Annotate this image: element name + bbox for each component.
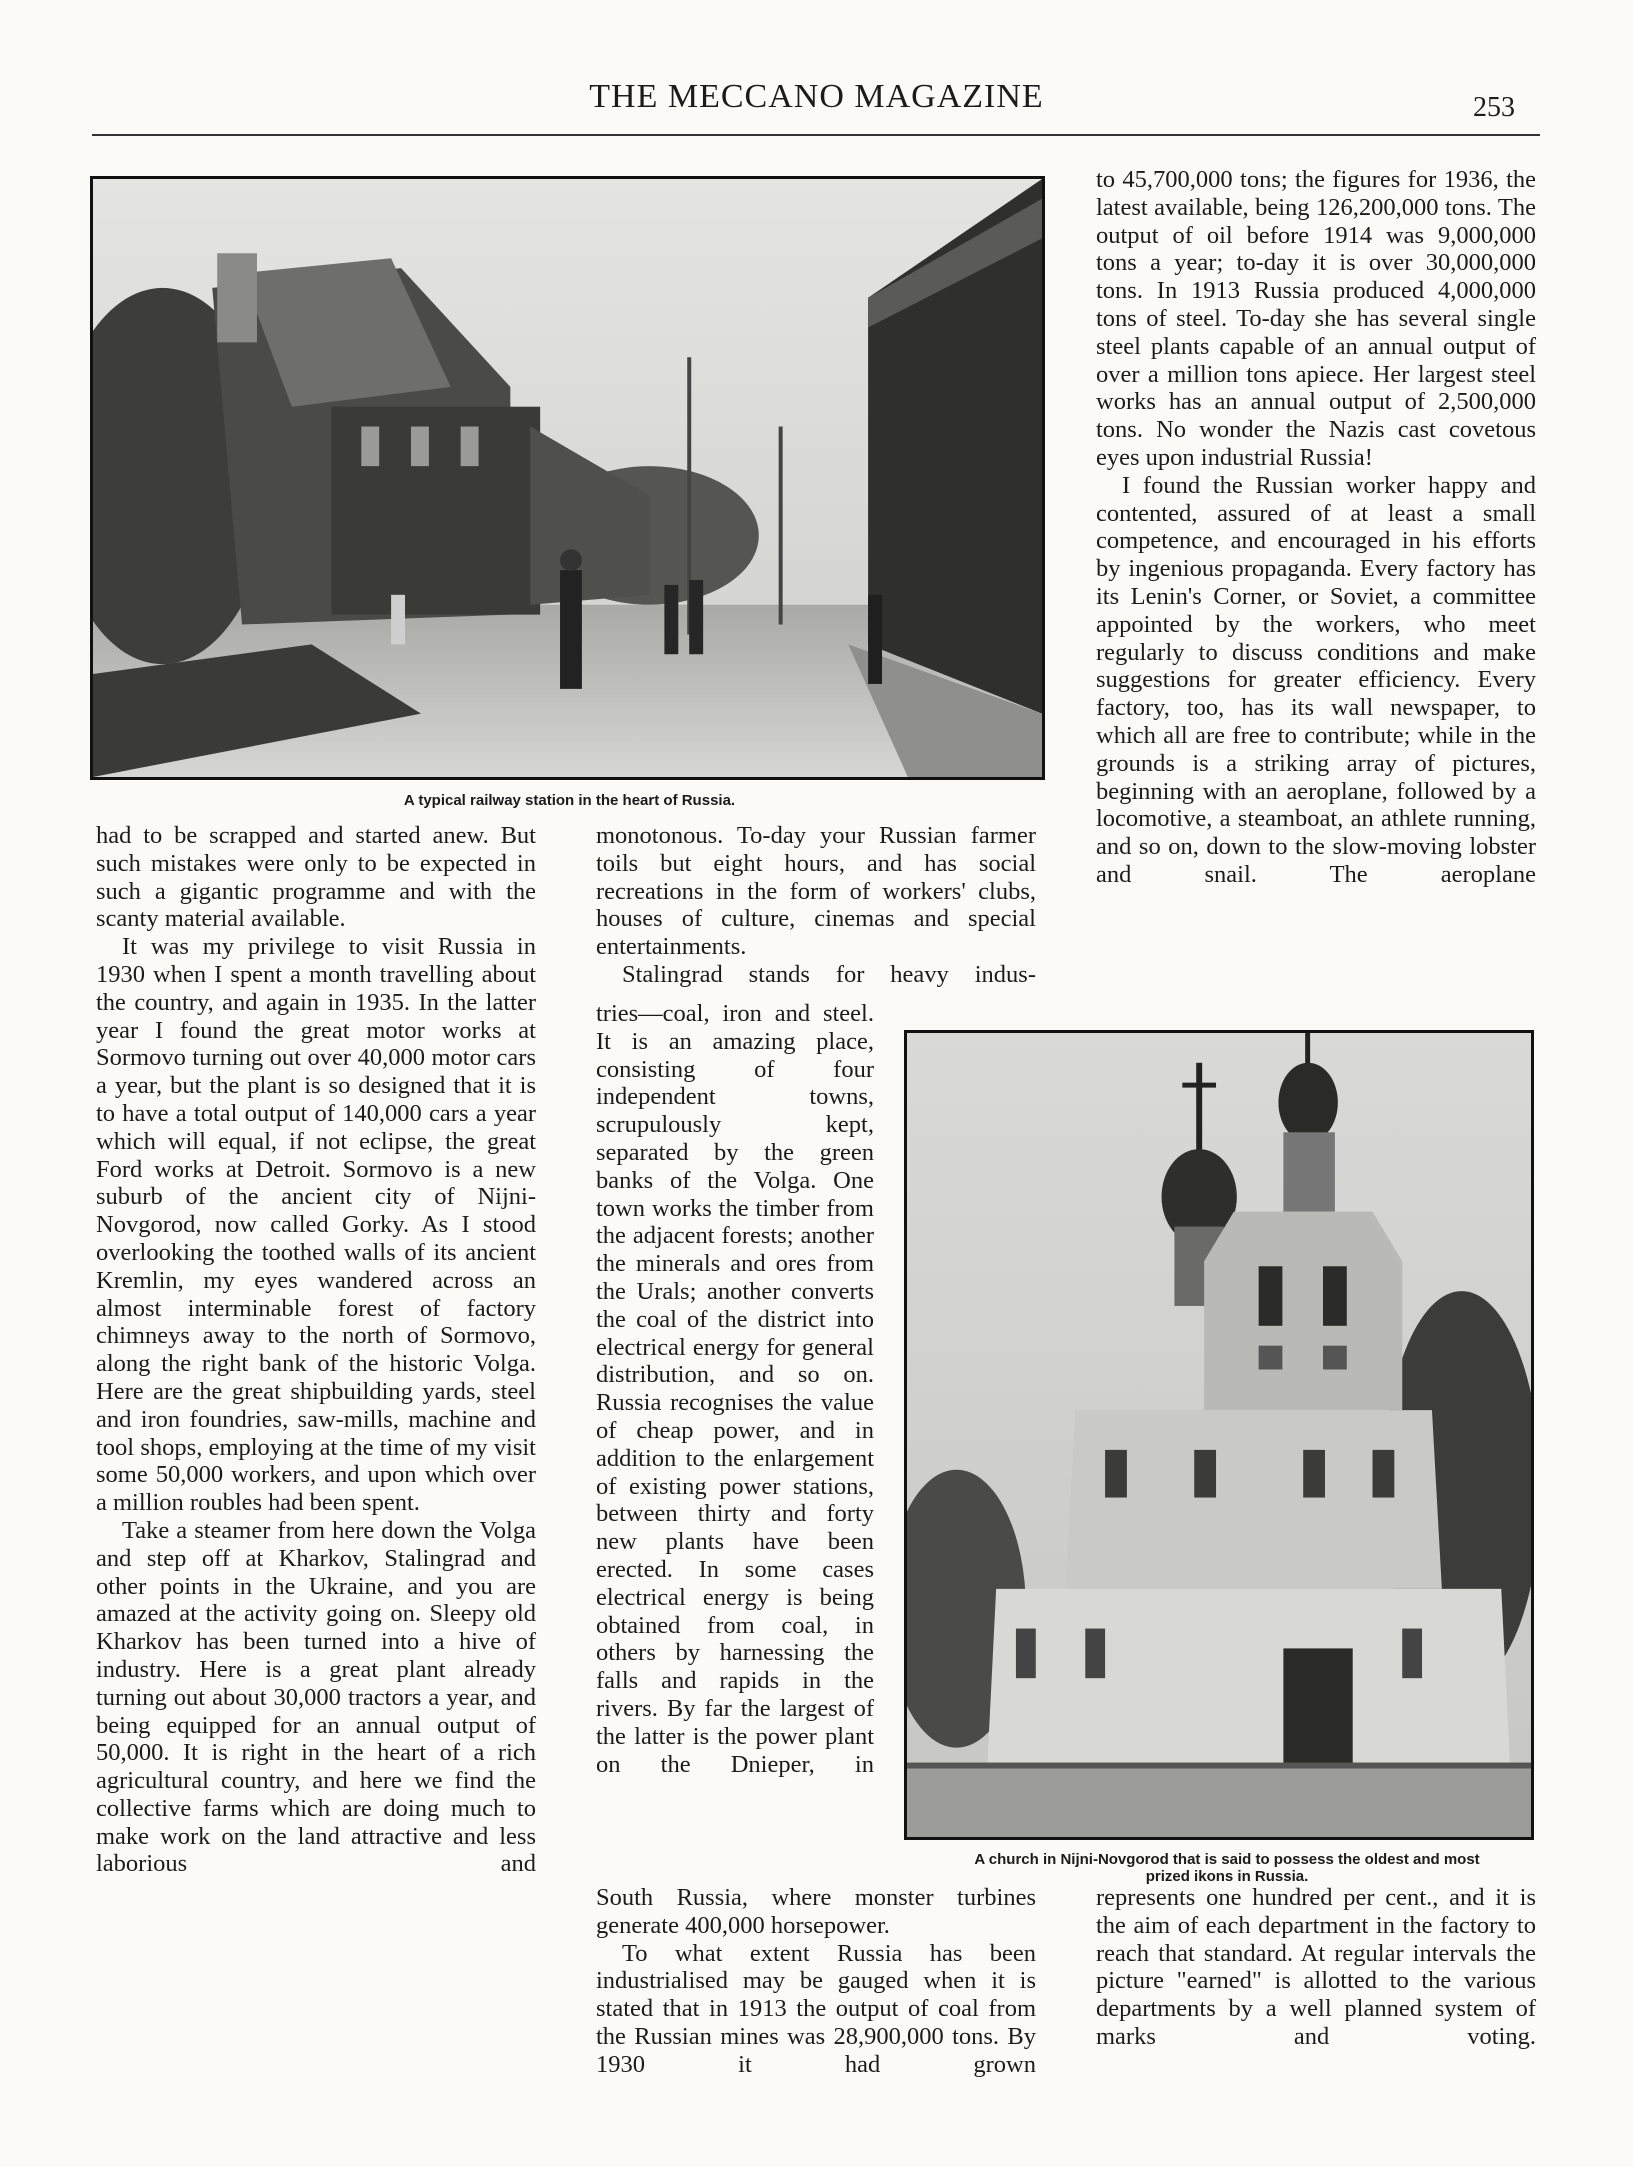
column-3-bottom bbox=[1096, 1884, 1536, 2051]
column-2-top bbox=[596, 822, 1036, 989]
col2-paragraph-1: monotonous. To-day your Russian farmer toils but eight hours, and has social recreations in the form of workers' clubs, houses of culture, cinemas and special entertainments. bbox=[596, 822, 1036, 961]
church-photo bbox=[904, 1030, 1534, 1840]
church-caption bbox=[904, 1851, 1550, 1885]
magazine-title: THE MECCANO MAGAZINE bbox=[589, 78, 1044, 115]
col2-paragraph-2-lead: Stalingrad stands for heavy indus- bbox=[622, 960, 1036, 988]
col3-paragraph-1: to 45,700,000 tons; the figures for 1936, the latest available, being 126,200,000 tons. The output of oil before 1914 was 9,000,000 tons a year; to-day it is over 30,000,000 tons. In 1913 Russia produced 4,000,000 tons of steel. To-day she has several single steel plants capable of an annual output of over a million tons apiece. Her largest steel works has an annual output of 2,500,000 tons. No wonder the Nazis cast covetous eyes upon industrial Russia! bbox=[1096, 166, 1536, 471]
church-caption-line-2: prized ikons in Russia. bbox=[1145, 1868, 1309, 1885]
column-2-bottom bbox=[596, 1884, 1036, 2079]
col3-paragraph-2-continued: represents one hundred per cent., and it is the aim of each department in the factory to reach that standard. At regular intervals the picture "earned" is allotted to the various departments by a well planned system of marks and voting. bbox=[1096, 1884, 1536, 2050]
column-2-narrow bbox=[596, 1000, 874, 1778]
col1-paragraph-3: Take a steamer from here down the Volga and step off at Kharkov, Stalingrad and other points in the Ukraine, and you are amazed at the activity going on. Sleepy old Kharkov has been turned into a hive of industry. Here is a great plant already turning out about 30,000 tractors a year, and being equipped for an annual output of 50,000. It is right in the heart of a rich agricultural country, and here we find the collective farms which are doing much to make work on the land attractive and less laborious and bbox=[96, 1516, 536, 1878]
station-caption: A typical railway station in the heart of Russia. bbox=[403, 792, 736, 809]
column-3-top bbox=[1096, 166, 1536, 889]
col2-paragraph-2-body: tries—coal, iron and steel. It is an amazing place, consisting of four independent towns, scrupulously kept, separated by the green banks of the Volga. One town works the timber from the adjacent forests; another the minerals and ores from the Urals; another converts the coal of the district into electrical energy for general distribution, and so on. Russia recognises the value of cheap power, and in addition to the enlargement of existing power stations, between thirty and forty new plants have been erected. In some cases electrical energy is being obtained from coal, in others by harnessing the falls and rapids in the rivers. By far the largest of the latter is the power plant on the Dnieper, in bbox=[596, 1000, 874, 1778]
column-1 bbox=[96, 822, 536, 1878]
col2-paragraph-3: To what extent Russia has been industrialised may be gauged when it is stated that in 1913 the output of coal from the Russian mines was 28,900,000 tons. By 1930 it had grown bbox=[596, 1939, 1036, 2078]
church-caption-line-1: A church in Nijni-Novgorod that is said to possess the oldest and most bbox=[974, 1851, 1480, 1868]
railway-station-photo bbox=[90, 176, 1045, 780]
col1-paragraph-2: It was my privilege to visit Russia in 1930 when I spent a month travelling about the country, and again in 1935. In the latter year I found the great motor works at Sormovo turning out over 40,000 motor cars a year, but the plant is so designed that it is to have a total output of 140,000 cars a year which will equal, if not eclipse, the great Ford works at Detroit. Sormovo is a new suburb of the ancient city of Nijni-Novgorod, now called Gorky. As I stood overlooking the toothed walls of its ancient Kremlin, my eyes wandered across an almost interminable forest of factory chimneys away to the north of Sormovo, along the right bank of the historic Volga. Here are the great shipbuilding yards, steel and iron foundries, saw-mills, machine and tool shops, employing at the time of my visit some 50,000 workers, and upon which over a million roubles had been spent. bbox=[96, 933, 536, 1517]
header-rule bbox=[92, 134, 1540, 136]
col3-paragraph-2: I found the Russian worker happy and contented, assured of at least a small competence, and encouraged in his efforts by ingenious propaganda. Every factory has its Lenin's Corner, or Soviet, a committee appointed by the workers, who meet regularly to discuss conditions and make suggestions for greater efficiency. Every factory, too, has its wall newspaper, to which all are free to contribute; while in the grounds is a striking array of pictures, beginning with an aeroplane, followed by a locomotive, a steamboat, an athlete running, and so on, down to the slow-moving lobster and snail. The aeroplane bbox=[1096, 471, 1536, 888]
col1-paragraph-1: had to be scrapped and started anew. But such mistakes were only to be expected in such a gigantic programme and with the scanty material available. bbox=[96, 822, 536, 933]
col2-paragraph-2-tail: South Russia, where monster turbines generate 400,000 horsepower. bbox=[596, 1884, 1036, 1939]
page-number: 253 bbox=[1473, 92, 1515, 123]
